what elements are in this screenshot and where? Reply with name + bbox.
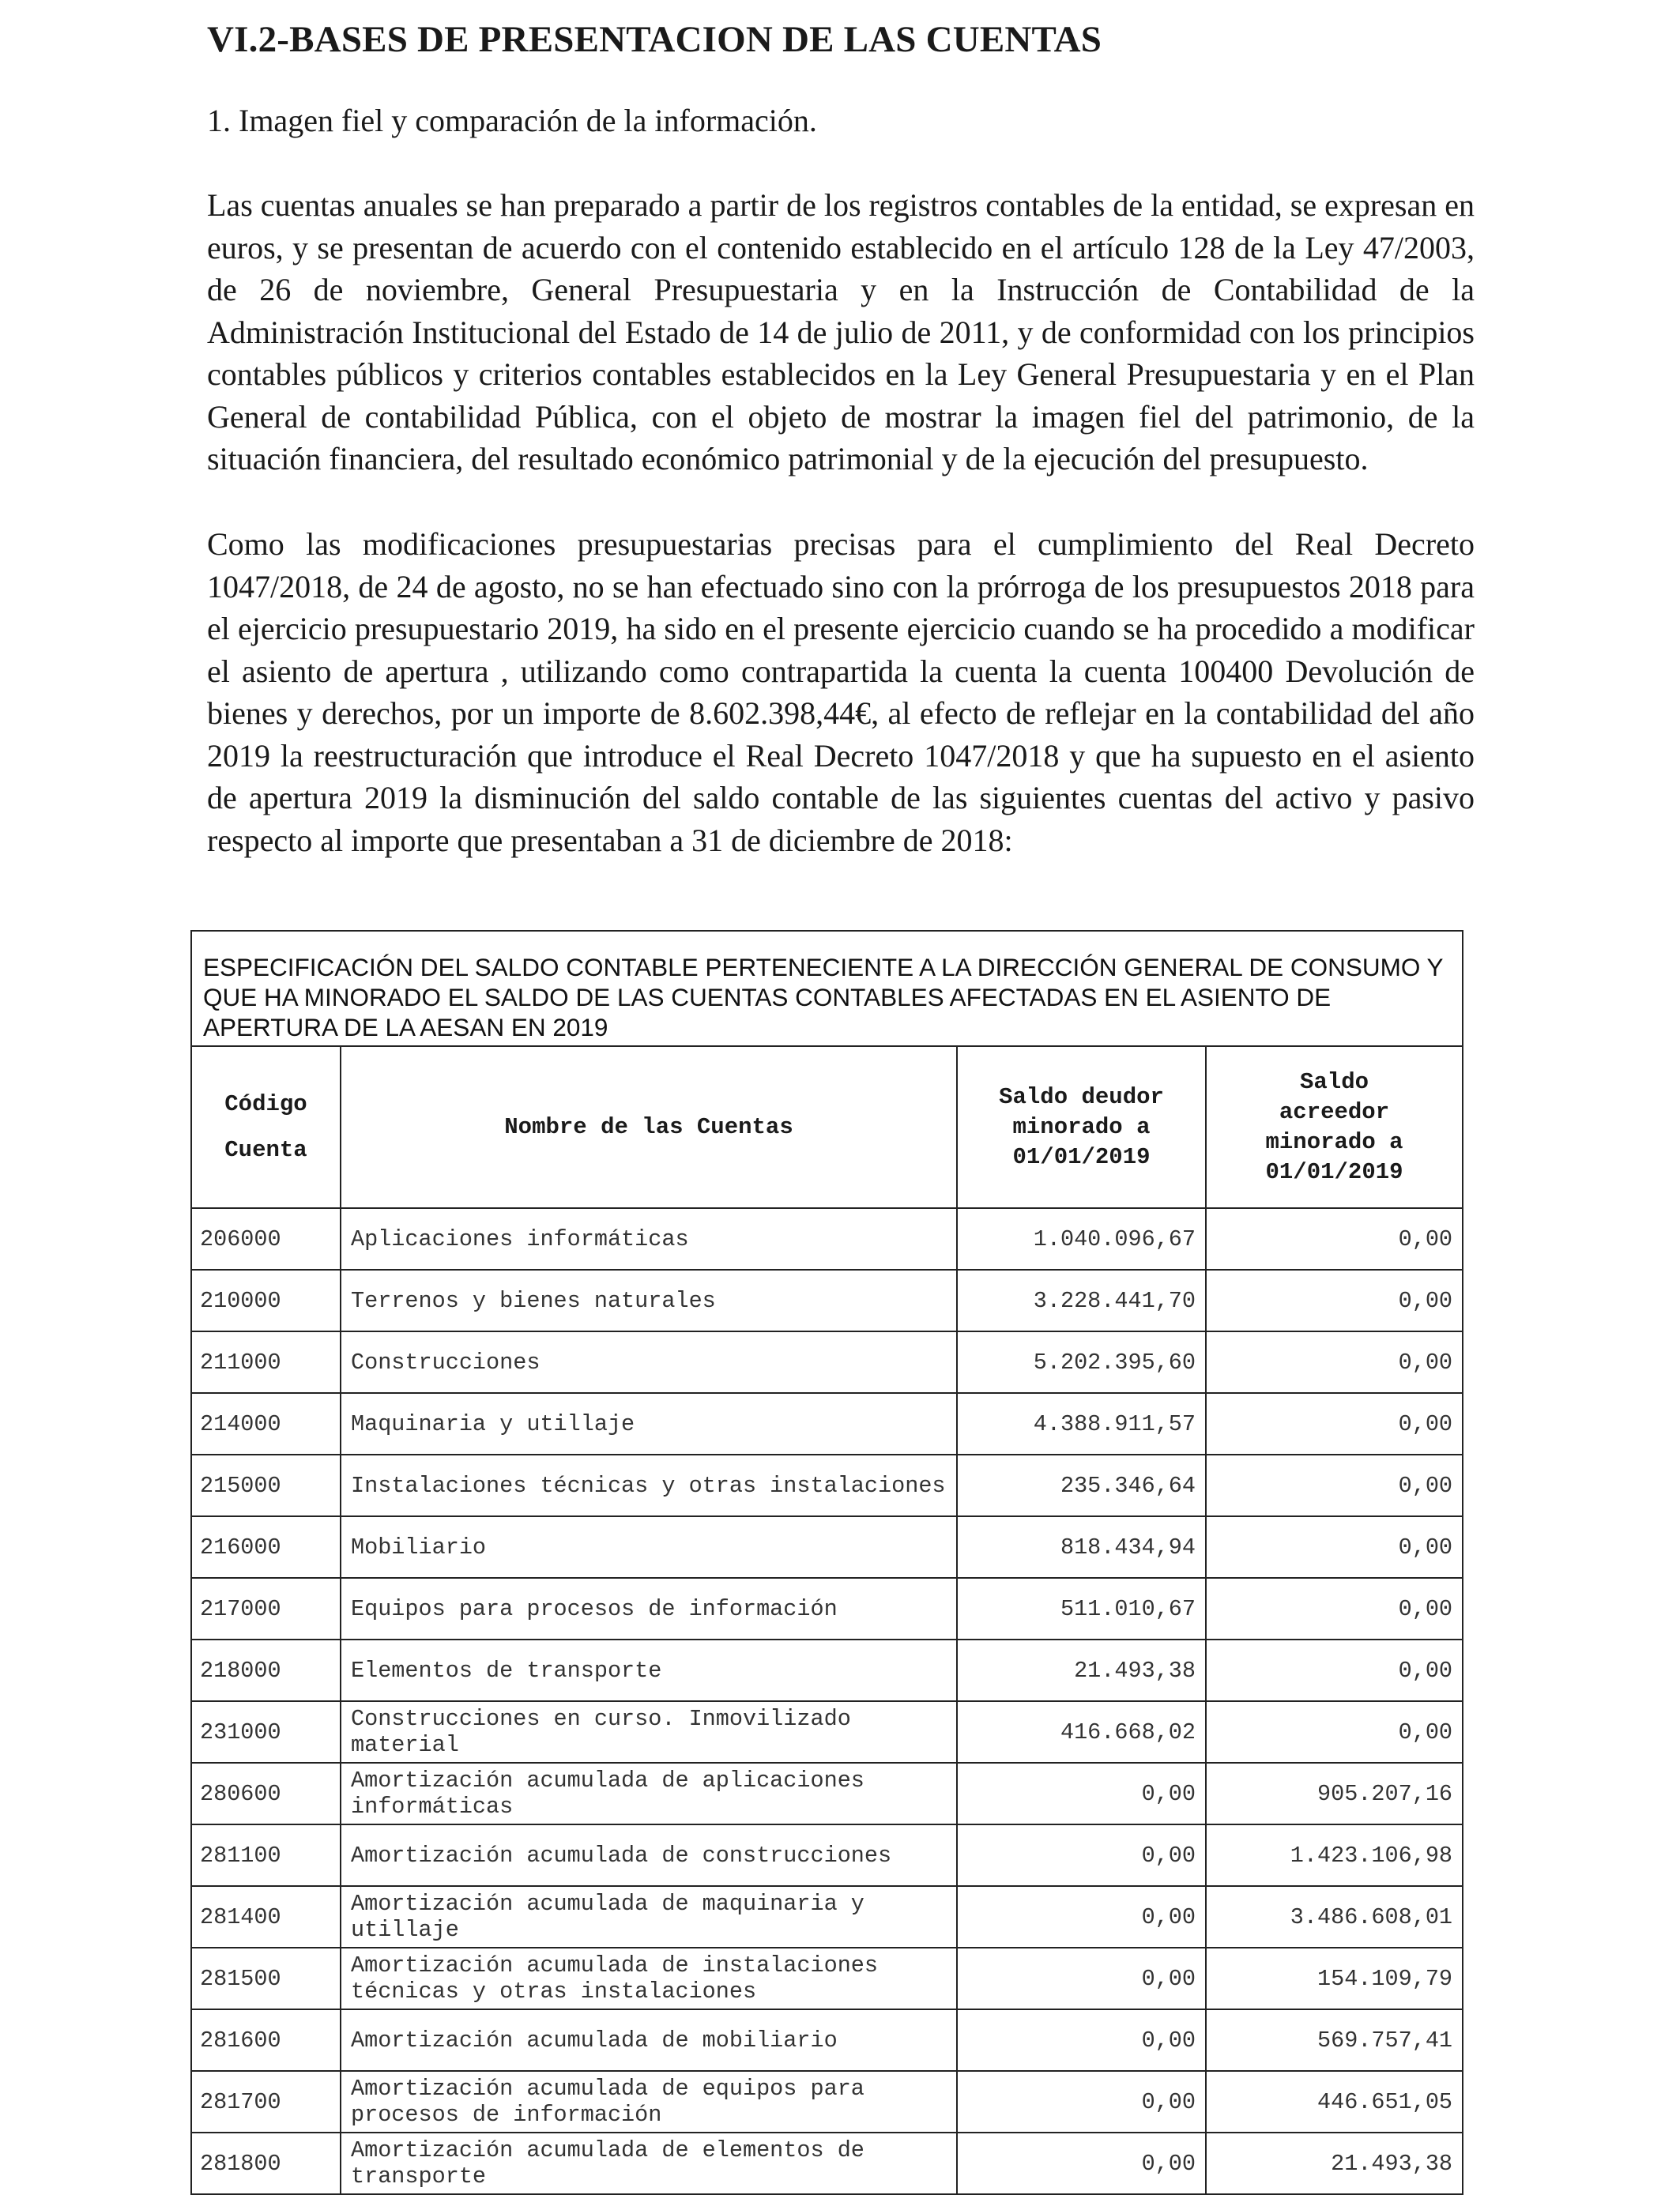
table-row xyxy=(191,1948,1463,2009)
paragraph-1: Las cuentas anuales se han preparado a partir de los registros contables de la entidad, se expresan en euros, y se presentan de acuerdo con el contenido establecido en el artículo 128 de la Ley 47/2003, de 26 de noviembre, General Presupuestaria y en la Instrucción de Contabilidad de la Administración Institucional del Estado de 14 de julio de 2011, y de conformidad con los principios contables públicos y criterios contables establecidos en la Ley General Presupuestaria y en el Plan General de contabilidad Pública, con el objeto de mostrar la imagen fiel del patrimonio, de la situación financiera, del resultado económico patrimonial y de la ejecución del presupuesto. xyxy=(207,187,1475,476)
account-name: Amortización acumulada de equipos para procesos de información xyxy=(341,2071,957,2133)
header-credit-line-1: Saldo xyxy=(1300,1068,1369,1095)
table-row xyxy=(191,1824,1463,1886)
credit-balance: 569.757,41 xyxy=(1206,2009,1463,2071)
credit-balance: 0,00 xyxy=(1206,1208,1463,1270)
credit-balance: 0,00 xyxy=(1206,1516,1463,1578)
debit-balance: 511.010,67 xyxy=(957,1578,1206,1640)
credit-balance: 154.109,79 xyxy=(1206,1948,1463,2009)
debit-balance: 0,00 xyxy=(957,2009,1206,2071)
account-name: Amortización acumulada de mobiliario xyxy=(341,2009,957,2071)
debit-balance: 0,00 xyxy=(957,1886,1206,1948)
debit-balance: 0,00 xyxy=(957,2071,1206,2133)
credit-balance: 0,00 xyxy=(1206,1701,1463,1763)
account-name: Amortización acumulada de aplicaciones informáticas xyxy=(341,1763,957,1824)
accounts-table-container xyxy=(190,930,1462,2195)
credit-balance: 0,00 xyxy=(1206,1331,1463,1393)
debit-balance: 0,00 xyxy=(957,1948,1206,2009)
account-name: Aplicaciones informáticas xyxy=(341,1208,957,1270)
subsection-heading: 1. Imagen fiel y comparación de la información. xyxy=(207,103,817,138)
account-name: Mobiliario xyxy=(341,1516,957,1578)
table-row xyxy=(191,1393,1463,1455)
header-debit-line-3: 01/01/2019 xyxy=(1012,1143,1151,1170)
table-row xyxy=(191,1640,1463,1701)
table-row xyxy=(191,1578,1463,1640)
table-row xyxy=(191,2071,1463,2133)
account-code: 210000 xyxy=(191,1270,341,1331)
paragraph-2: Como las modificaciones presupuestarias precisas para el cumplimiento del Real Decreto 1047/2018, de 24 de agosto, no se han efectuado sino con la prórroga de los presupuestos 2018 para el ejercicio presupuestario 2019, ha sido en el presente ejercicio cuando se ha procedido a modificar el asiento de apertura , utilizando como contrapartida la cuenta la cuenta 100400 Devolución de bienes y derechos, por un importe de 8.602.398,44€, al efecto de reflejar en la contabilidad del año 2019 la reestructuración que introduce el Real Decreto 1047/2018 y que ha supuesto en el asiento de apertura 2019 la disminución del saldo contable de las siguientes cuentas del activo y pasivo respecto al importe que presentaban a 31 de diciembre de 2018: xyxy=(207,526,1475,858)
account-code: 280600 xyxy=(191,1763,341,1824)
section-heading: VI.2-BASES DE PRESENTACION DE LAS CUENTAS xyxy=(207,19,1102,60)
table-row xyxy=(191,1455,1463,1516)
debit-balance: 0,00 xyxy=(957,1763,1206,1824)
account-name: Terrenos y bienes naturales xyxy=(341,1270,957,1331)
header-name: Nombre de las Cuentas xyxy=(341,1046,957,1208)
debit-balance: 3.228.441,70 xyxy=(957,1270,1206,1331)
table-row xyxy=(191,2133,1463,2194)
account-code: 281100 xyxy=(191,1824,341,1886)
account-name: Amortización acumulada de elementos de transporte xyxy=(341,2133,957,2194)
table-row xyxy=(191,1701,1463,1763)
debit-balance: 0,00 xyxy=(957,1824,1206,1886)
account-code: 281700 xyxy=(191,2071,341,2133)
account-name: Maquinaria y utillaje xyxy=(341,1393,957,1455)
debit-balance: 1.040.096,67 xyxy=(957,1208,1206,1270)
debit-balance: 818.434,94 xyxy=(957,1516,1206,1578)
table-row xyxy=(191,1886,1463,1948)
table-row xyxy=(191,1331,1463,1393)
account-code: 206000 xyxy=(191,1208,341,1270)
account-code: 218000 xyxy=(191,1640,341,1701)
debit-balance: 235.346,64 xyxy=(957,1455,1206,1516)
credit-balance: 0,00 xyxy=(1206,1640,1463,1701)
account-code: 281500 xyxy=(191,1948,341,2009)
debit-balance: 21.493,38 xyxy=(957,1640,1206,1701)
table-title-row xyxy=(191,931,1463,1046)
account-code: 215000 xyxy=(191,1455,341,1516)
account-code: 217000 xyxy=(191,1578,341,1640)
account-name: Equipos para procesos de información xyxy=(341,1578,957,1640)
debit-balance: 5.202.395,60 xyxy=(957,1331,1206,1393)
account-name: Amortización acumulada de maquinaria y utillaje xyxy=(341,1886,957,1948)
credit-balance: 1.423.106,98 xyxy=(1206,1824,1463,1886)
credit-balance: 0,00 xyxy=(1206,1270,1463,1331)
header-code xyxy=(191,1046,341,1208)
account-name: Construcciones xyxy=(341,1331,957,1393)
header-debit xyxy=(957,1046,1206,1208)
credit-balance: 0,00 xyxy=(1206,1455,1463,1516)
header-credit-line-3: minorado a xyxy=(1265,1128,1403,1155)
table-title: ESPECIFICACIÓN DEL SALDO CONTABLE PERTENECIENTE A LA DIRECCIÓN GENERAL DE CONSUMO Y QUE HA MINORADO EL SALDO DE LAS CUENTAS CONTABLES AFECTADAS EN EL ASIENTO DE APERTURA DE LA AESAN EN 2019 xyxy=(191,931,1463,1046)
header-debit-line-1: Saldo deudor xyxy=(999,1083,1164,1110)
credit-balance: 905.207,16 xyxy=(1206,1763,1463,1824)
account-code: 214000 xyxy=(191,1393,341,1455)
table-row xyxy=(191,1208,1463,1270)
account-code: 281800 xyxy=(191,2133,341,2194)
credit-balance: 446.651,05 xyxy=(1206,2071,1463,2133)
table-row xyxy=(191,1763,1463,1824)
credit-balance: 3.486.608,01 xyxy=(1206,1886,1463,1948)
credit-balance: 0,00 xyxy=(1206,1578,1463,1640)
account-code: 281600 xyxy=(191,2009,341,2071)
account-code: 281400 xyxy=(191,1886,341,1948)
table-row xyxy=(191,1516,1463,1578)
account-name: Instalaciones técnicas y otras instalaciones xyxy=(341,1455,957,1516)
table-row xyxy=(191,2009,1463,2071)
account-code: 216000 xyxy=(191,1516,341,1578)
table-header-row xyxy=(191,1046,1463,1208)
debit-balance: 0,00 xyxy=(957,2133,1206,2194)
header-code-line-1: Código xyxy=(224,1090,307,1117)
header-debit-line-2: minorado a xyxy=(1012,1113,1151,1140)
credit-balance: 0,00 xyxy=(1206,1393,1463,1455)
header-credit xyxy=(1206,1046,1463,1208)
account-name: Elementos de transporte xyxy=(341,1640,957,1701)
account-code: 231000 xyxy=(191,1701,341,1763)
debit-balance: 4.388.911,57 xyxy=(957,1393,1206,1455)
account-name: Construcciones en curso. Inmovilizado material xyxy=(341,1701,957,1763)
account-code: 211000 xyxy=(191,1331,341,1393)
accounts-table xyxy=(190,930,1463,2195)
header-code-line-2: Cuenta xyxy=(224,1136,307,1163)
table-row xyxy=(191,1270,1463,1331)
account-name: Amortización acumulada de instalaciones técnicas y otras instalaciones xyxy=(341,1948,957,2009)
header-credit-line-4: 01/01/2019 xyxy=(1265,1158,1403,1185)
header-credit-line-2: acreedor xyxy=(1279,1098,1390,1125)
debit-balance: 416.668,02 xyxy=(957,1701,1206,1763)
account-name: Amortización acumulada de construcciones xyxy=(341,1824,957,1886)
credit-balance: 21.493,38 xyxy=(1206,2133,1463,2194)
